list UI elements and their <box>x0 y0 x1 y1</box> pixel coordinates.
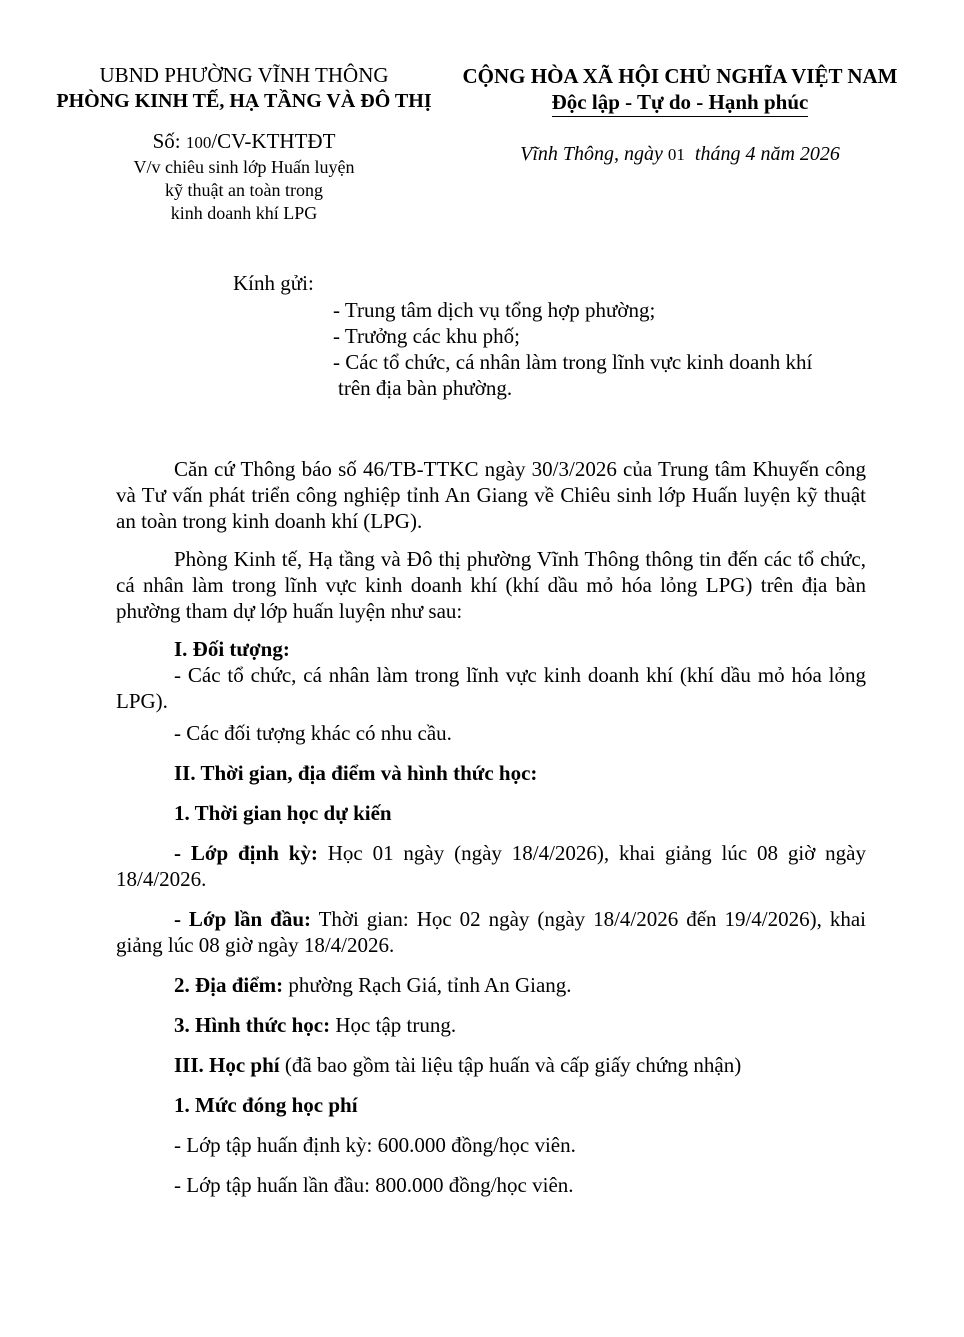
section-2-title: II. Thời gian, địa điểm và hình thức học: <box>174 761 538 785</box>
recipient-item-continuation: trên địa bàn phường. <box>338 376 513 400</box>
number-code: /CV-KTHTĐT <box>211 129 336 153</box>
date-prefix: Vĩnh Thông, ngày <box>520 143 663 165</box>
format-line <box>116 1012 866 1038</box>
date-day: 01 <box>667 145 685 164</box>
parent-organization: UBND PHƯỜNG VĨNH THÔNG <box>99 63 389 87</box>
first-class-text: Thời gian: Học 02 ngày (ngày 18/4/2026 đến 19/4/2026), khai giảng lúc 08 giờ ngày 18/4/2026. <box>116 907 866 957</box>
recipients-label: Kính gửi: <box>233 271 314 295</box>
fee-item: - Lớp tập huấn lần đầu: 800.000 đồng/học viên. <box>174 1173 574 1197</box>
periodic-class-line <box>116 840 866 892</box>
first-class-label: - Lớp lần đầu: <box>174 907 311 931</box>
periodic-class-text: Học 01 ngày (ngày 18/4/2026), khai giảng lúc 08 giờ ngày 18/4/2026. <box>116 841 866 891</box>
subject-line: V/v chiêu sinh lớp Huấn luyện <box>133 157 355 177</box>
location-label: 2. Địa điểm: <box>174 973 284 997</box>
target-item: - Các đối tượng khác có nhu cầu. <box>174 721 452 745</box>
number-value: 100 <box>185 133 212 152</box>
format-label: 3. Hình thức học: <box>174 1013 331 1037</box>
document-number <box>40 128 448 156</box>
recipient-item: - Trung tâm dịch vụ tổng hợp phường; <box>333 298 656 322</box>
format-text: Học tập trung. <box>330 1013 457 1037</box>
periodic-class-label: - Lớp định kỳ: <box>174 841 318 865</box>
date-suffix: tháng 4 năm 2026 <box>694 143 840 165</box>
section-3-note: (đã bao gồm tài liệu tập huấn và cấp giấy chứng nhận) <box>279 1053 742 1077</box>
section-1-title: I. Đối tượng: <box>174 637 290 661</box>
section-2-subtitle-time: 1. Thời gian học dự kiến <box>174 801 392 825</box>
national-header-block <box>448 62 912 168</box>
recipient-item: - Trưởng các khu phố; <box>333 324 520 348</box>
subject-line: kỹ thuật an toàn trong <box>165 180 323 200</box>
national-motto: Độc lập - Tự do - Hạnh phúc <box>552 90 809 117</box>
location-text: phường Rạch Giá, tỉnh An Giang. <box>283 973 572 997</box>
document-body <box>116 456 866 1198</box>
section-3-label: III. Học phí <box>174 1053 280 1077</box>
subject-line: kinh doanh khí LPG <box>170 203 318 223</box>
target-item: - Các tổ chức, cá nhân làm trong lĩnh vực kinh doanh khí (khí dầu mỏ hóa lỏng LPG). <box>116 663 866 713</box>
recipient-item: - Các tổ chức, cá nhân làm trong lĩnh vực kinh doanh khí <box>333 350 813 374</box>
intro-paragraph: Phòng Kinh tế, Hạ tầng và Đô thị phường Vĩnh Thông thông tin đến các tổ chức, cá nhân làm trong lĩnh vực kinh doanh khí (khí dầu mỏ hóa lỏng LPG) trên địa bàn phường tham dự lớp huấn luyện như sau: <box>116 547 866 623</box>
number-label: Số: <box>152 129 181 153</box>
issuing-agency-block <box>40 62 448 225</box>
section-3-subtitle-fee: 1. Mức đóng học phí <box>174 1093 358 1117</box>
location-line <box>116 972 866 998</box>
issue-date <box>448 141 912 168</box>
issuing-department: PHÒNG KINH TẾ, HẠ TẦNG VÀ ĐÔ THỊ <box>56 90 432 112</box>
fee-item: - Lớp tập huấn định kỳ: 600.000 đồng/học viên. <box>174 1133 576 1157</box>
first-class-line <box>116 906 866 958</box>
basis-paragraph: Căn cứ Thông báo số 46/TB-TTKC ngày 30/3/2026 của Trung tâm Khuyến công và Tư vấn phát triển công nghiệp tỉnh An Giang về Chiêu sinh lớp Huấn luyện kỹ thuật an toàn trong kinh doanh khí (LPG). <box>116 457 866 533</box>
section-3-title <box>116 1052 866 1078</box>
recipients-list <box>333 297 873 401</box>
nation-title: CỘNG HÒA XÃ HỘI CHỦ NGHĨA VIỆT NAM <box>462 64 898 88</box>
